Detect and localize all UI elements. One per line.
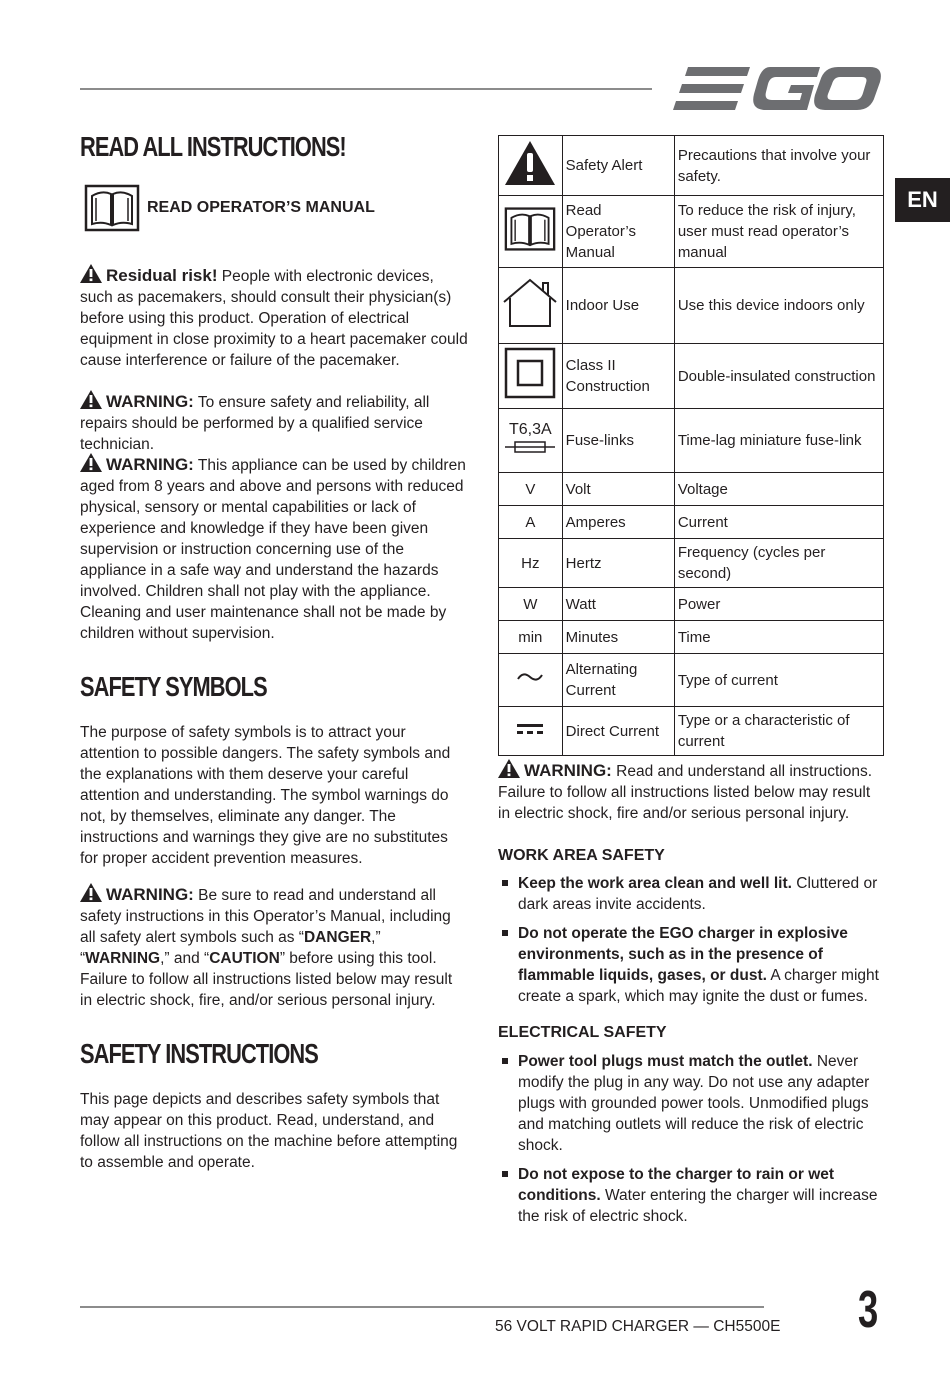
list-item	[498, 873, 884, 915]
table-row	[499, 506, 884, 539]
symbol-cell	[499, 136, 563, 196]
list-item	[498, 1164, 884, 1227]
warning-children-text: This appliance can be used by children aged from 8 years and above and persons with reduced physical, sensory or mental capabilities or lack of experience and knowledge if they have been given supervision or instruction concerning use of the appliance in a safe way and understand the hazards involved. Children shall not play with the appliance. Cleaning and user maintenance shall not be made by children without supervision.	[80, 457, 466, 642]
symbol-cell	[499, 707, 563, 756]
fuse-rating-label: T6,3A	[508, 421, 552, 438]
symbol-cell	[499, 268, 563, 344]
list-item-text: A charger might create a spark, which may ignite the dust or fumes.	[518, 967, 879, 1005]
table-row	[499, 409, 884, 473]
symbol-description: Voltage	[674, 473, 883, 506]
warning-symbols-paragraph	[80, 883, 468, 1011]
safety-alert-icon	[503, 139, 557, 187]
symbol-name: Fuse-links	[562, 409, 674, 473]
residual-risk-text: People with electronic devices, such as pacemakers, should consult their physician(s) before using this product. Operation of electrical equipment in close proximity to a heart pacemaker could cause interference or failure of the pacemaker.	[80, 268, 468, 369]
safety-symbols-heading: SAFETY SYMBOLS	[80, 671, 267, 702]
footer-rule	[80, 1306, 764, 1308]
symbol-name: Alternating Current	[562, 654, 674, 707]
safety-symbols-text: The purpose of safety symbols is to attract your attention to possible dangers. The safety symbols and the explanations with them deserve your careful attention and understanding. The symbol warnings do not, by themselves, eliminate any danger. The instructions and warnings they give are no substitutes for proper accident prevention measures.	[80, 724, 451, 867]
table-row	[499, 268, 884, 344]
residual-risk-paragraph	[80, 264, 468, 371]
list-item-bold: Do not operate the EGO charger in explosive environments, such as in the presence of flammable liquids, gases, or dust.	[518, 925, 848, 984]
warning-word: WARNING	[85, 950, 161, 967]
symbol-description: Type of current	[674, 654, 883, 707]
warning-triangle-icon	[80, 390, 102, 409]
safety-symbol-table	[498, 135, 884, 756]
symbol-name: Direct Current	[562, 707, 674, 756]
read-manual-label: READ OPERATOR’S MANUAL	[147, 199, 375, 216]
warning-repairs-text: To ensure safety and reliability, all repairs should be performed by a qualified service technician.	[80, 394, 430, 453]
warning-instructions-paragraph	[498, 759, 886, 824]
symbol-description: To reduce the risk of injury, user must read operator’s manual	[674, 196, 883, 268]
safety-instructions-heading: SAFETY INSTRUCTIONS	[80, 1038, 318, 1069]
symbol-cell	[499, 196, 563, 268]
warning-label: WARNING:	[106, 885, 194, 904]
danger-word: DANGER	[303, 929, 372, 946]
table-row	[499, 707, 884, 756]
symbol-description: Frequency (cycles per second)	[674, 539, 883, 588]
warning-symbols-text-4: ” before using this tool. Failure to follow all instructions listed below may result in electric shock, fire, and/or serious personal injury.	[80, 950, 453, 1009]
footer-product-text: 56 VOLT RAPID CHARGER — CH5500E	[495, 1318, 781, 1335]
warning-label: WARNING:	[106, 392, 194, 411]
read-heading: READ ALL INSTRUCTIONS!	[80, 131, 346, 162]
residual-risk-label: Residual risk!	[106, 266, 218, 285]
read-manual-icon	[504, 206, 556, 252]
direct-current-icon	[516, 722, 544, 736]
fuse-icon	[503, 440, 557, 454]
symbol-name: Minutes	[562, 621, 674, 654]
warning-triangle-icon	[498, 759, 520, 778]
class-ii-square-icon	[504, 347, 556, 399]
alternating-current-icon	[515, 669, 545, 685]
warning-label: WARNING:	[106, 455, 194, 474]
list-item-text: Cluttered or dark areas invite accidents.	[518, 875, 878, 913]
list-item-text: Never modify the plug in any way. Do not use any adapter plugs with grounded power tools. Unmodified plugs and matching outlets will reduce the risk of electric shock.	[518, 1053, 870, 1154]
table-row	[499, 473, 884, 506]
symbol-description: Power	[674, 588, 883, 621]
symbol-description: Use this device indoors only	[674, 268, 883, 344]
work-area-list	[498, 873, 884, 1015]
electrical-safety-list	[498, 1051, 884, 1235]
list-item-bold: Keep the work area clean and well lit.	[518, 875, 792, 892]
symbol-cell: V	[499, 473, 563, 506]
table-row	[499, 196, 884, 268]
warning-symbols-text-2: ,” “	[80, 929, 381, 967]
warning-children-paragraph	[80, 453, 468, 644]
list-item	[498, 1051, 884, 1156]
symbol-cell: Hz	[499, 539, 563, 588]
symbol-name: Class II Construction	[562, 344, 674, 409]
symbol-cell: min	[499, 621, 563, 654]
warning-symbols-text-1: Be sure to read and understand all safety instructions in this Operator’s Manual, including all safety alert symbols such as “	[80, 887, 451, 946]
symbol-cell: W	[499, 588, 563, 621]
indoor-use-house-icon	[501, 277, 559, 329]
language-tab: EN	[895, 178, 950, 222]
list-item-bold: Do not expose to the charger to rain or wet conditions.	[518, 1166, 835, 1204]
symbol-name: Indoor Use	[562, 268, 674, 344]
symbol-name: Hertz	[562, 539, 674, 588]
ego-logo	[670, 62, 882, 114]
manual-icon	[84, 184, 140, 238]
table-row	[499, 588, 884, 621]
header-rule	[80, 88, 652, 90]
table-row	[499, 539, 884, 588]
list-item-text: Water entering the charger will increase the risk of electric shock.	[518, 1187, 878, 1225]
symbol-cell	[499, 344, 563, 409]
table-row	[499, 136, 884, 196]
symbol-description: Precautions that involve your safety.	[674, 136, 883, 196]
symbol-description: Type or a characteristic of current	[674, 707, 883, 756]
symbol-cell	[499, 409, 563, 473]
caution-word: CAUTION	[209, 950, 280, 967]
warning-label: WARNING:	[524, 761, 612, 780]
symbol-description: Double-insulated construction	[674, 344, 883, 409]
table-row	[499, 621, 884, 654]
page-number: 3	[858, 1281, 879, 1339]
warning-triangle-icon	[80, 453, 102, 472]
symbol-cell	[499, 654, 563, 707]
symbol-description: Time	[674, 621, 883, 654]
list-item	[498, 923, 884, 1007]
electrical-safety-heading: ELECTRICAL SAFETY	[498, 1024, 667, 1041]
symbol-cell: A	[499, 506, 563, 539]
work-area-heading: WORK AREA SAFETY	[498, 847, 665, 864]
symbol-name: Volt	[562, 473, 674, 506]
warning-repairs-paragraph	[80, 390, 468, 455]
warning-symbols-text-3: ,” and “	[160, 950, 210, 967]
warning-triangle-icon	[80, 264, 102, 283]
symbol-name: Read Operator’s Manual	[562, 196, 674, 268]
table-row	[499, 344, 884, 409]
warning-instructions-text: Read and understand all instructions. Failure to follow all instructions listed below may result in electric shock, fire and/or serious personal injury.	[498, 763, 873, 822]
symbol-name: Amperes	[562, 506, 674, 539]
safety-instructions-text: This page depicts and describes safety symbols that may appear on this product. Read, understand, and follow all instructions on the machine before attempting to assemble and operate.	[80, 1091, 458, 1171]
symbol-name: Safety Alert	[562, 136, 674, 196]
symbol-description: Time-lag miniature fuse-link	[674, 409, 883, 473]
warning-triangle-icon	[80, 883, 102, 902]
table-row	[499, 654, 884, 707]
symbol-name: Watt	[562, 588, 674, 621]
symbol-description: Current	[674, 506, 883, 539]
list-item-bold: Power tool plugs must match the outlet.	[518, 1053, 813, 1070]
